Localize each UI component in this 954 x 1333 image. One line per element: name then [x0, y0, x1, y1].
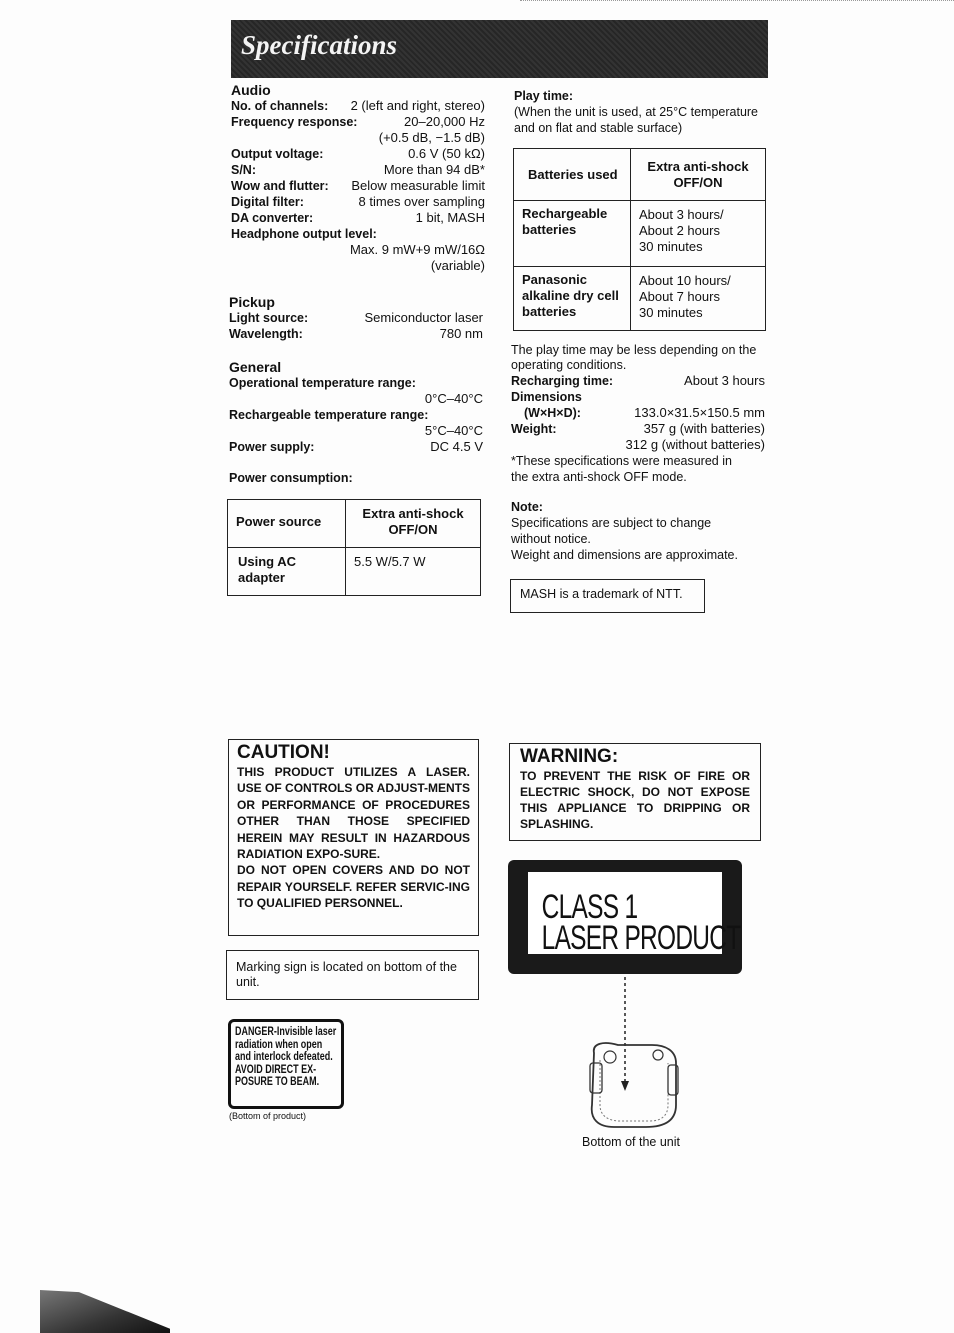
caution-text-1: THIS PRODUCT UTILIZES A LASER. USE OF CONTROLS OR ADJUST-MENTS OR PERFORMANCE OF PROCEDURES OTHER THAN THOSE SPECIFIED HEREIN MAY RESULT IN HAZARDOUS RADIATION EXPO-SURE.: [237, 765, 470, 862]
power-table-row-value: 5.5 W/5.7 W: [346, 548, 481, 596]
freq-value: 20–20,000 Hz: [404, 114, 485, 129]
output-value: 0.6 V (50 kΩ): [408, 146, 485, 161]
danger-line-1: DANGER-Invisible laser: [235, 1026, 337, 1038]
power-table-row-label-b: adapter: [238, 570, 285, 585]
play-heading: Play time:: [514, 89, 574, 103]
play-table-r2a: Panasonic: [522, 272, 588, 287]
warning-box: [509, 743, 761, 841]
channels-value: 2 (left and right, stereo): [350, 98, 485, 113]
sn-label: S/N:: [231, 163, 256, 177]
play-table-r2c: batteries: [522, 304, 577, 319]
rc-temp-label: Rechargeable temperature range:: [229, 408, 429, 422]
page-title: Specifications: [241, 30, 397, 60]
light-label: Light source:: [229, 311, 309, 325]
power-table-row-label-a: Using AC: [238, 554, 297, 569]
power-table: [227, 499, 481, 596]
general-section: [229, 359, 483, 486]
pointer-arrowhead: [621, 1081, 629, 1091]
play-table-row2-value: [631, 267, 766, 331]
class1-laser-label: [508, 860, 742, 974]
play-table-col1: Batteries used: [528, 167, 618, 182]
caution-title: CAUTION!: [237, 742, 330, 763]
play-note: (When the unit is used, at 25°C temperature and on flat and stable surface): [514, 105, 759, 135]
power-table-header-mode: [346, 500, 481, 548]
warning-title: WARNING:: [520, 746, 619, 767]
play-table-r2v1: About 10 hours/: [639, 273, 731, 288]
op-temp-value: 0°C–40°C: [424, 391, 483, 406]
headphone-label: Headphone output level:: [231, 227, 377, 241]
power-value: DC 4.5 V: [430, 439, 483, 454]
play-section: [514, 88, 770, 136]
pickup-section: [229, 294, 483, 342]
wow-label: Wow and flutter:: [231, 179, 329, 193]
general-heading: General: [229, 359, 282, 375]
play-table-row2-label: [514, 267, 631, 331]
play-table-r1v1: About 3 hours/: [639, 207, 724, 222]
unit-inner-outline: [600, 1060, 668, 1121]
power-table-col2a: Extra anti-shock: [362, 506, 464, 521]
filter-label: Digital filter:: [231, 195, 304, 209]
marking-sign-box: [226, 950, 479, 1000]
weight-value: 357 g (with batteries): [643, 421, 765, 436]
recharge-value: About 3 hours: [684, 373, 765, 388]
play-table-r2v2: About 7 hours: [639, 289, 720, 304]
danger-label: [228, 1019, 344, 1109]
marking-sign-text: Marking sign is located on bottom of the unit.: [236, 960, 457, 989]
freq-label: Frequency response:: [231, 115, 358, 129]
footnote: *These specifications were measured in the extra anti-shock OFF mode.: [511, 454, 732, 484]
audio-heading: Audio: [231, 82, 271, 98]
headphone-value-2: (variable): [430, 258, 485, 273]
play-table-row1-label: [514, 201, 631, 267]
danger-caption: (Bottom of product): [229, 1111, 307, 1121]
mash-trademark-box: [510, 579, 705, 613]
laser-label-line-2: LASER PRODUCT: [541, 919, 741, 957]
headphone-value: Max. 9 mW+9 mW/16Ω: [349, 242, 485, 257]
note-1: Specifications are subject to change without notice.: [511, 516, 712, 546]
pickup-heading: Pickup: [229, 294, 275, 310]
note-label: Note:: [511, 500, 543, 514]
play-table-r2v3: 30 minutes: [639, 305, 703, 320]
danger-line-2: radiation when open: [235, 1038, 323, 1051]
dimensions-sub: (W×H×D):: [524, 406, 581, 420]
play-table-col2a: Extra anti-shock: [647, 159, 749, 174]
freq-value-2: (+0.5 dB, −1.5 dB): [378, 130, 485, 145]
power-table-row-label: [228, 548, 346, 596]
play-table-r1b: batteries: [522, 222, 577, 237]
play-table: [513, 148, 766, 331]
power-label: Power supply:: [229, 440, 315, 454]
specifications-banner: [231, 20, 768, 78]
weight-label: Weight:: [511, 422, 557, 436]
unit-bottom-illustration: [580, 975, 690, 1135]
dimensions-label: Dimensions: [511, 390, 582, 404]
power-table-header-source: [228, 500, 346, 548]
play-table-r1v2: About 2 hours: [639, 223, 720, 238]
play-table-r1a: Rechargeable: [522, 206, 608, 221]
danger-line-3: and interlock defeated.: [235, 1051, 333, 1063]
top-edge-line: [520, 0, 954, 1]
unit-knob-left: [604, 1051, 616, 1063]
play-table-col2b: OFF/ON: [673, 175, 723, 190]
play-table-r2b: alkaline dry cell: [522, 288, 619, 303]
da-label: DA converter:: [231, 211, 314, 225]
class1-laser-label-inner: [528, 872, 741, 957]
weight-value-2: 312 g (without batteries): [625, 437, 765, 452]
light-value: Semiconductor laser: [364, 310, 483, 325]
output-label: Output voltage:: [231, 147, 324, 161]
da-value: 1 bit, MASH: [415, 210, 485, 225]
filter-value: 8 times over sampling: [358, 194, 485, 209]
danger-line-4: AVOID DIRECT EX-: [235, 1063, 317, 1076]
wave-label: Wavelength:: [229, 327, 303, 341]
right-details: [511, 343, 765, 564]
note-2: Weight and dimensions are approximate.: [511, 548, 738, 562]
power-table-col1: Power source: [236, 514, 322, 529]
wow-value: Below measurable limit: [351, 178, 485, 193]
caution-text-2: DO NOT OPEN COVERS AND DO NOT REPAIR YOURSELF. REFER SERVIC-ING TO QUALIFIED PERSONNEL.: [237, 863, 470, 911]
mash-trademark: MASH is a trademark of NTT.: [520, 587, 683, 601]
play-table-header-batteries: [514, 149, 631, 201]
warning-text: TO PREVENT THE RISK OF FIRE OR ELECTRIC SHOCK, DO NOT EXPOSE THIS APPLIANCE TO DRIPPING OR SPLASHING.: [520, 769, 750, 831]
recharge-label: Recharging time:: [511, 374, 614, 388]
play-table-r1v3: 30 minutes: [639, 239, 703, 254]
wave-value: 780 nm: [439, 326, 483, 341]
play-table-row1-value: [631, 201, 766, 267]
play-less-note: The play time may be less depending on the operating conditions.: [511, 343, 757, 372]
unit-caption: Bottom of the unit: [582, 1135, 680, 1149]
sn-value: More than 94 dB*: [383, 162, 485, 177]
caution-box: [228, 739, 479, 936]
audio-section: [231, 82, 485, 274]
laser-label-line-1: CLASS 1: [541, 888, 638, 926]
unit-knob-right: [653, 1050, 663, 1060]
consumption-label: Power consumption:: [229, 471, 353, 485]
rc-temp-value: 5°C–40°C: [424, 423, 483, 438]
op-temp-label: Operational temperature range:: [229, 376, 416, 390]
play-table-header-mode: [631, 149, 766, 201]
danger-line-5: POSURE TO BEAM.: [235, 1076, 320, 1088]
channels-label: No. of channels:: [231, 99, 329, 113]
dimensions-value: 133.0×31.5×150.5 mm: [634, 405, 765, 420]
power-table-col2b: OFF/ON: [388, 522, 438, 537]
scan-shadow: [40, 1290, 170, 1333]
